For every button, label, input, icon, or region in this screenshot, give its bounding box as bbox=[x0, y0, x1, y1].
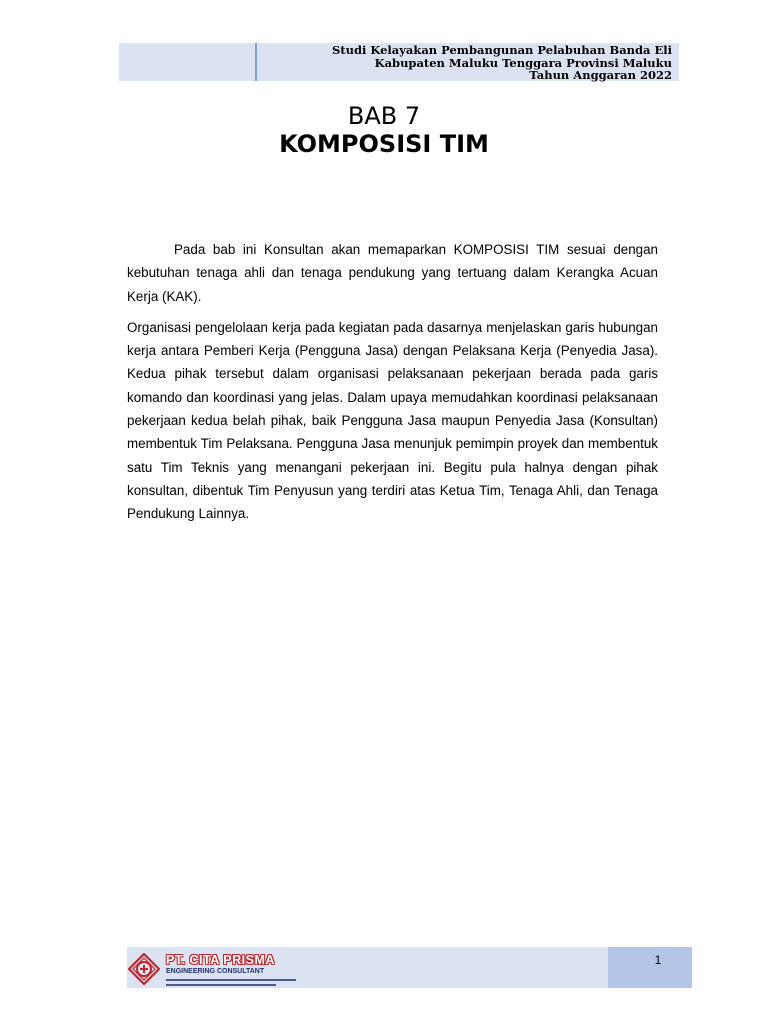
address-line-primary-image bbox=[166, 979, 296, 981]
chapter-number: BAB 7 bbox=[347, 102, 421, 130]
page-number-text: 1 bbox=[654, 953, 662, 967]
header-line-project: Studi Kelayakan Pembangunan Pelabuhan Banda Eli bbox=[331, 43, 672, 57]
chapter-title: KOMPOSISI TIM bbox=[279, 130, 489, 158]
company-name: PT. CITA PRISMA bbox=[166, 953, 275, 967]
paragraph-intro: Pada bab ini Konsultan akan memaparkan KOMPOSISI TIM sesuai dengan kebutuhan tenaga ahli dan tenaga pendukung yang tertuang dalam Kerangka Acuan Kerja (KAK). bbox=[127, 242, 658, 304]
page-number bbox=[654, 953, 708, 967]
header-divider bbox=[255, 43, 257, 81]
company-subtitle: ENGINEERING CONSULTANT bbox=[166, 968, 265, 975]
cita-prisma-logo-icon bbox=[128, 953, 160, 985]
header-line-year: Tahun Anggaran 2022 bbox=[529, 68, 672, 82]
body-text bbox=[127, 238, 658, 534]
paragraph-organisation: Organisasi pengelolaan kerja pada kegiatan pada dasarnya menjelaskan garis hubungan kerja antara Pemberi Kerja (Pengguna Jasa) dengan Pelaksana Kerja (Penyedia Jasa). Kedua pihak tersebut dalam organisasi pelaksanaan pekerjaan berada pada garis komando dan koordinasi yang jelas. Dalam upaya memudahkan koordinasi pelaksanaan pekerjaan kedua belah pihak, baik Pengguna Jasa maupun Penyedia Jasa (Konsultan) membentuk Tim Pelaksana. Pengguna Jasa menunjuk pemimpin proyek dan membentuk satu Tim Teknis yang menangani pekerjaan ini. Begitu pula halnya dengan pihak konsultan, dibentuk Tim Penyusun yang terdiri atas Ketua Tim, Tenaga Ahli, dan Tenaga Pendukung Lainnya. bbox=[127, 319, 658, 522]
address-line-secondary-image bbox=[166, 984, 276, 986]
running-header bbox=[332, 44, 672, 82]
header-line-location: Kabupaten Maluku Tenggara Provinsi Maluku bbox=[374, 55, 672, 70]
